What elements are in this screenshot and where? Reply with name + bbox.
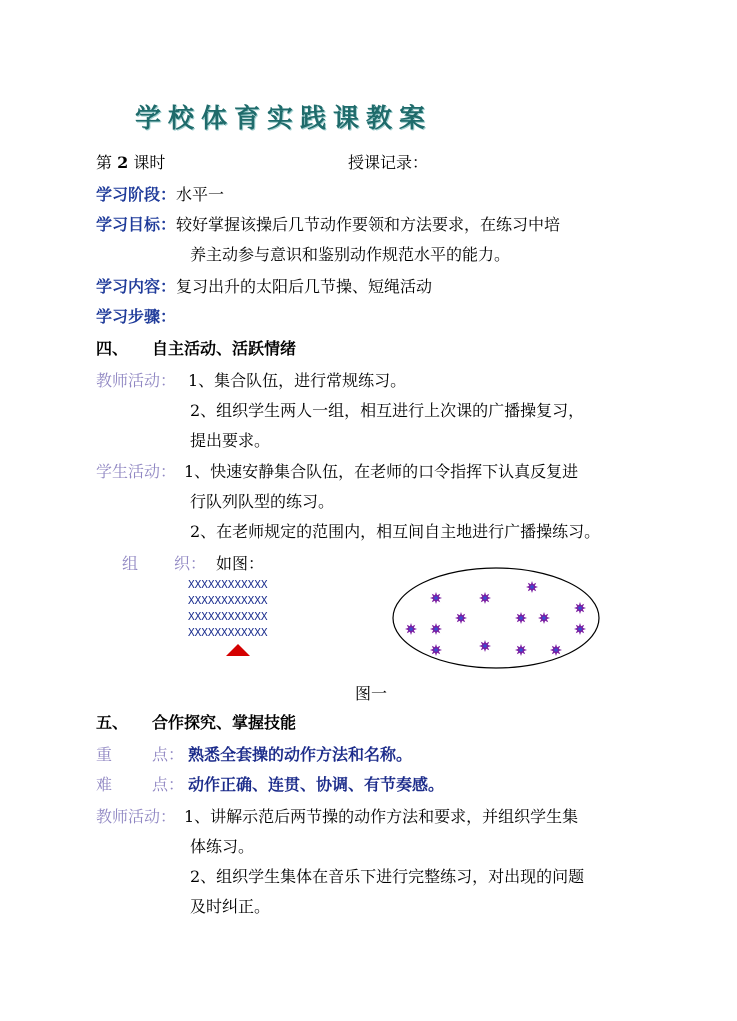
figure-caption: 图一 bbox=[355, 684, 388, 703]
s4-teacher-item-1: 1、集合队伍，进行常规练习。 bbox=[188, 371, 407, 390]
student-star-center bbox=[519, 616, 523, 620]
s4-teacher-item-2: 2、组织学生两人一组，相互进行上次课的广播操复习， bbox=[190, 401, 585, 420]
student-star-center bbox=[554, 648, 558, 652]
s5-teacher-item-4: 及时纠正。 bbox=[190, 897, 271, 916]
formation-row: XXXXXXXXXXXX bbox=[188, 578, 268, 591]
hard-label-2: 点： bbox=[152, 775, 185, 794]
student-star-center bbox=[542, 616, 546, 620]
student-star-center bbox=[483, 644, 487, 648]
key-label-1: 重 bbox=[96, 745, 113, 764]
org-value: 如图： bbox=[216, 554, 265, 573]
lesson-unit: 课时 bbox=[133, 153, 166, 172]
goal-line-2: 养主动参与意识和鉴别动作规范水平的能力。 bbox=[190, 245, 511, 264]
s4-student-item-2: 行队列队型的练习。 bbox=[190, 492, 335, 511]
page-title: 学校体育实践课教案 bbox=[135, 104, 433, 134]
s5-teacher-item-2: 体练习。 bbox=[190, 837, 255, 856]
goal-line-1: 较好掌握该操后几节动作要领和方法要求，在练习中培 bbox=[176, 215, 561, 234]
section5-number: 五、 bbox=[96, 713, 129, 732]
student-star-center bbox=[434, 627, 438, 631]
key-value: 熟悉全套操的动作方法和名称。 bbox=[188, 745, 413, 764]
stage-label: 学习阶段： bbox=[96, 185, 177, 204]
section4-number: 四、 bbox=[96, 339, 129, 358]
s4-teacher-label: 教师活动： bbox=[96, 371, 177, 390]
student-star-center bbox=[434, 648, 438, 652]
stage-value: 水平一 bbox=[176, 185, 225, 204]
s5-teacher-item-1: 1、讲解示范后两节操的动作方法和要求，并组织学生集 bbox=[184, 807, 579, 826]
activity-area-ellipse bbox=[393, 568, 599, 668]
key-label-2: 点： bbox=[152, 745, 185, 764]
section4-heading: 自主活动、活跃情绪 bbox=[152, 339, 297, 358]
steps-label: 学习步骤： bbox=[96, 307, 177, 326]
lesson-label: 第 bbox=[96, 153, 113, 172]
s4-student-item-3: 2、在老师规定的范围内，相互间自主地进行广播操练习。 bbox=[190, 522, 601, 541]
student-star-center bbox=[519, 648, 523, 652]
formation-row: XXXXXXXXXXXX bbox=[188, 626, 268, 639]
student-star-center bbox=[578, 606, 582, 610]
student-star-center bbox=[578, 627, 582, 631]
student-star-center bbox=[530, 585, 534, 589]
record-label: 授课记录： bbox=[348, 153, 429, 172]
hard-label-1: 难 bbox=[96, 775, 113, 794]
student-star-center bbox=[483, 596, 487, 600]
student-star-center bbox=[459, 616, 463, 620]
formation-row: XXXXXXXXXXXX bbox=[188, 610, 268, 623]
student-star-center bbox=[434, 596, 438, 600]
s4-student-item-1: 1、快速安静集合队伍，在老师的口令指挥下认真反复进 bbox=[184, 462, 579, 481]
students-stars bbox=[405, 581, 586, 656]
s5-teacher-label: 教师活动： bbox=[96, 807, 177, 826]
teacher-triangle-icon bbox=[226, 644, 250, 656]
content-value: 复习出升的太阳后几节操、短绳活动 bbox=[176, 277, 433, 296]
s4-teacher-item-3: 提出要求。 bbox=[190, 431, 271, 450]
goal-label: 学习目标： bbox=[96, 215, 177, 234]
s4-student-label: 学生活动： bbox=[96, 462, 177, 481]
content-label: 学习内容： bbox=[96, 277, 177, 296]
student-star-center bbox=[409, 627, 413, 631]
s5-teacher-item-3: 2、组织学生集体在音乐下进行完整练习，对出现的问题 bbox=[190, 867, 585, 886]
hard-value: 动作正确、连贯、协调、有节奏感。 bbox=[188, 775, 445, 794]
formation-row: XXXXXXXXXXXX bbox=[188, 594, 268, 607]
lesson-number: 2 bbox=[117, 153, 129, 172]
section5-heading: 合作探究、掌握技能 bbox=[152, 713, 297, 732]
org-label-2: 织： bbox=[174, 554, 207, 573]
org-label-1: 组 bbox=[122, 554, 139, 573]
